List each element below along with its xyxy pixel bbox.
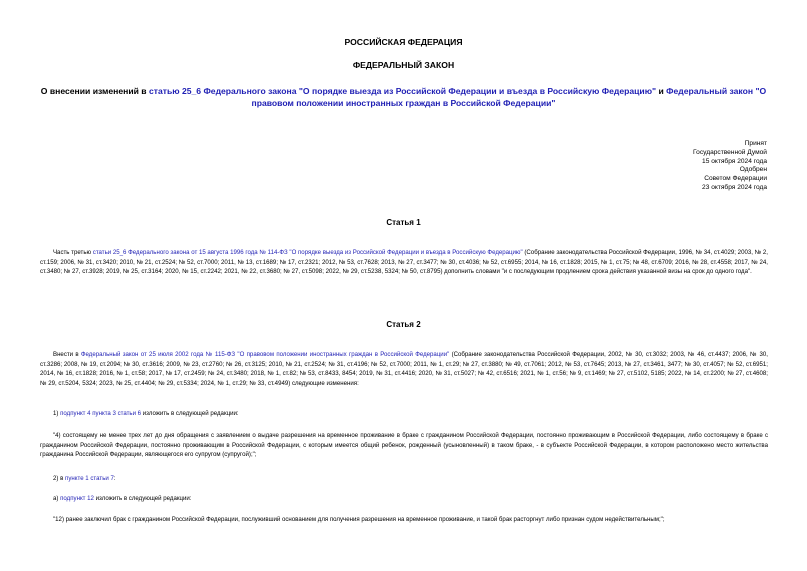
adoption-line: 15 октября 2024 года: [702, 157, 767, 165]
law-title: [40, 86, 767, 109]
article-1-link[interactable]: статьи 25_6 Федерального закона от 15 августа 1996 года № 114-ФЗ "О порядке выезда из Российской Федерации и въезда в Российскую Федерацию": [92, 249, 523, 256]
item-2a-rest: изложить в следующей редакции:: [93, 495, 192, 502]
item-2a-link[interactable]: подпункт 12: [60, 495, 94, 502]
adoption-line: Принят: [744, 140, 767, 147]
item-2-link[interactable]: пункте 1 статьи 7: [65, 475, 114, 482]
article-2-item-2: [40, 474, 768, 484]
item-1-link[interactable]: подпункт 4 пункта 3 статьи 6: [60, 410, 142, 417]
article-2-heading: Статья 2: [386, 320, 421, 329]
adoption-line: Советом Федерации: [704, 175, 767, 183]
federation-heading: РОССИЙСКАЯ ФЕДЕРАЦИЯ: [344, 37, 463, 47]
article-2-item-2a-quote: "12) ранее заключил брак с гражданином Российской Федерации, послуживший основанием для получения разрешения на временное проживание, и такой брак расторгнут либо признан судом недействительным;";: [53, 516, 665, 523]
item-2-prefix: 2) в: [53, 475, 66, 482]
article-2-intro: [40, 350, 768, 388]
item-2a-prefix: а): [53, 495, 61, 502]
article-1-prefix: Часть третью: [53, 249, 93, 256]
law-title-link-2[interactable]: Федеральный закон "О правовом положении иностранных граждан в Российской Федерации": [251, 86, 767, 108]
adoption-line: Одобрен: [739, 166, 767, 174]
adoption-line: Государственной Думой: [693, 148, 767, 156]
item-1-rest: изложить в следующей редакции:: [141, 410, 239, 417]
law-title-link-1[interactable]: статью 25_6 Федерального закона "О порядке выезда из Российской Федерации и въезда в Российскую Федерацию": [148, 86, 657, 96]
item-2-rest: :: [113, 475, 116, 482]
adoption-block: [507, 140, 767, 193]
article-2-intro-link[interactable]: Федеральный закон от 25 июля 2002 года № 115-ФЗ "О правовом положении иностранных граждан в Российской Федерации": [80, 351, 450, 358]
adoption-line: 23 октября 2024 года: [702, 183, 767, 191]
article-2-item-1-quote: "4) состоящему не менее трех лет до дня обращения с заявлением о выдаче разрешения на временное проживание в браке с гражданином Российской Федерации, постоянно проживающим в Российской Федерации, либо состоящему в браке с гражданином Российской Федерации, постоянно проживающим в Российской Федерации, с которым имеется общий ребенок, рожденный (усыновленный) в таком браке, - в субъекте Российской Федерации, в котором расположено место жительства гражданина Российской Федерации, являющегося его супругом (супругой);";: [40, 432, 768, 458]
article-2-item-2a: [40, 494, 768, 504]
article-2-intro-prefix: Внести в: [53, 351, 81, 358]
article-1-heading: Статья 1: [386, 218, 421, 227]
article-2-item-1: [40, 409, 768, 419]
law-title-prefix: О внесении изменений в: [40, 86, 149, 96]
item-1-prefix: 1): [53, 410, 61, 417]
law-type-heading: ФЕДЕРАЛЬНЫЙ ЗАКОН: [352, 60, 455, 70]
law-title-middle: и: [656, 86, 667, 96]
article-2-intro-rest: (Собрание законодательства Российской Федерации, 2002, № 30, ст.3032; 2003, № 46, ст.4437; 2006, № 30, ст.3286; 2008, № 19, ст.2094; № 30, ст.3616; 2009, № 23, ст.2760; № 26, ст.3125; 2010, № 21, ст.2524; № 31, ст.4196; № 52, ст.7000; 2011, № 1, ст.29; № 27, ст.3880; № 49, ст.7061; 2012, № 53, ст.7645; 2013, № 27, ст.3461, 3477; № 30, ст.4057; № 52, ст.6951; 2014, № 16, ст.1828; 2016, № 1, ст.58; 2017, № 17, ст.2459; № 24, ст.3480; 2018, № 1, ст.82; № 53, ст.8433, 8454; 2019, № 31, ст.4416; 2020, № 31, ст.5027; № 42, ст.6516; 2021, № 1, ст.56; № 9, ст.1469; № 27, ст.5102, 5185; 2022, № 14, ст.2200; № 27, ст.4608; № 29, ст.5204, 5324; 2023, № 25, ст.4404; № 29, ст.5334; 2024, № 1, ст.29; № 33, ст.4949) следующие изменения:: [40, 351, 768, 387]
article-1-rest: (Собрание законодательства Российской Федерации, 1996, № 34, ст.4029; 2003, № 2, ст.159; 2006, № 31, ст.3420; 2010, № 21, ст.2524; № 52, ст.7000; 2011, № 13, ст.1689; № 17, ст.2321; 2012, № 53, ст.7628; 2013, № 27, ст.3477; № 30, ст.4036; № 52, ст.6955; 2014, № 16, ст.1828; 2015, № 1, ст.75; № 48, ст.6709; 2016, № 28, ст.4558; 2017, № 24, ст.3480; № 27, ст.3928; 2019, № 25, ст.3164; 2020, № 15, ст.2242; 2021, № 22, ст.3680; № 27, ст.5098; 2022, № 29, ст.5238, 5324; № 50, ст.8795) дополнить словами "и с последующим продлением срока действия указанной визы на срок до одного года".: [40, 249, 768, 275]
article-1-text: [40, 248, 768, 277]
